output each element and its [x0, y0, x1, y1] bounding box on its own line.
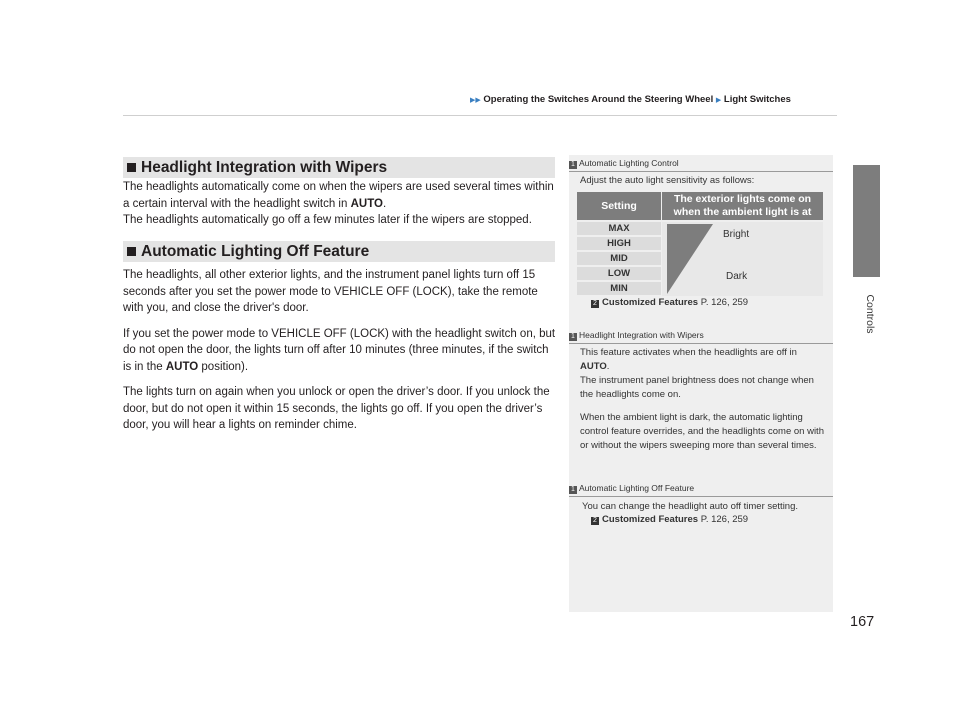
breadcrumb-arrow-icon: ▶▶ — [470, 97, 481, 104]
note3-text: You can change the headlight auto off timer setting. — [582, 501, 799, 512]
section-heading-headlight-integration — [123, 157, 555, 178]
cross-reference-icon: 2 — [591, 300, 599, 308]
breadcrumb — [470, 94, 791, 105]
cross-reference-icon: 2 — [591, 517, 599, 525]
note-heading-headlight-integration: 1 Headlight Integration with Wipers — [569, 330, 833, 344]
breadcrumb-part-1[interactable]: Operating the Switches Around the Steering Wheel — [483, 94, 714, 105]
note-heading-auto-lighting-control: 1 Automatic Lighting Control — [569, 158, 833, 172]
section1-line1: The headlights automatically come on when the wipers are used several times within — [123, 181, 554, 193]
table-header-setting: Setting — [577, 192, 661, 220]
bright-label: Bright — [723, 229, 750, 240]
note1-text: Adjust the auto light sensitivity as follows: — [580, 175, 755, 186]
note-heading-auto-off: 1 Automatic Lighting Off Feature — [569, 483, 833, 497]
table-header-ambient: The exterior lights come on when the ambient light is at — [662, 192, 823, 220]
auto-keyword: AUTO — [165, 360, 199, 373]
section1-line3: The headlights automatically go off a few minutes later if the wipers are stopped. — [123, 214, 532, 226]
note2-text: This feature activates when the headlights are off in AUTO. The instrument panel brightness does not change when the headlights come on. When the ambient light is dark, the automatic lighting control feature overrides, and the headlights come on with or without the wipers sweeping more than several times. — [580, 347, 824, 451]
section2-para3: The lights turn on again when you unlock or open the driver’s door. If you unlock the door, but do not open it within 15 seconds, the lights go off. If you open the driver’s door, you will hear a lights on reminder chime. — [123, 386, 550, 431]
section2-para1: The headlights, all other exterior lights, and the instrument panel lights turn off 15 seconds after you set the power mode to VEHICLE OFF (LOCK), take the remote with you, and close the driver's door. — [123, 269, 538, 314]
section1-line2: a certain interval with the headlight switch in AUTO. — [123, 197, 387, 210]
note-number-icon: 1 — [569, 161, 577, 169]
page-number: 167 — [850, 614, 875, 630]
xref-customized-features[interactable]: 2 Customized Features P. 126, 259 — [591, 297, 748, 308]
section2-para2: If you set the power mode to VEHICLE OFF (LOCK) with the headlight switch on, but do not open the door, the lights turn off after 10 minutes (three minutes, if the switch is in the AUTO position). — [123, 327, 556, 373]
note-number-icon: 1 — [569, 333, 577, 341]
sensitivity-table — [577, 192, 823, 296]
chapter-tab-label: Controls — [864, 294, 876, 334]
table-row-low: LOW — [577, 267, 661, 280]
header-divider — [123, 115, 837, 116]
table-row-max: MAX — [577, 222, 661, 235]
square-bullet-icon — [127, 163, 136, 172]
brightness-gradient-icon — [667, 224, 713, 294]
breadcrumb-arrow-icon: ▶ — [715, 97, 722, 104]
chapter-tab-marker — [853, 165, 880, 277]
table-row-min: MIN — [577, 282, 661, 295]
table-row-mid: MID — [577, 252, 661, 265]
section-title: Headlight Integration with Wipers — [141, 159, 388, 176]
auto-keyword: AUTO — [350, 197, 383, 210]
section-heading-auto-off — [123, 241, 555, 262]
note-number-icon: 1 — [569, 486, 577, 494]
section-title: Automatic Lighting Off Feature — [141, 243, 370, 260]
breadcrumb-part-2[interactable]: Light Switches — [723, 94, 791, 105]
table-row-high: HIGH — [577, 237, 661, 250]
xref-customized-features[interactable]: 2 Customized Features P. 126, 259 — [591, 514, 748, 525]
square-bullet-icon — [127, 247, 136, 256]
auto-keyword: AUTO — [580, 361, 607, 372]
dark-label: Dark — [726, 271, 748, 282]
section2-body — [123, 267, 559, 434]
section1-body — [123, 179, 559, 229]
